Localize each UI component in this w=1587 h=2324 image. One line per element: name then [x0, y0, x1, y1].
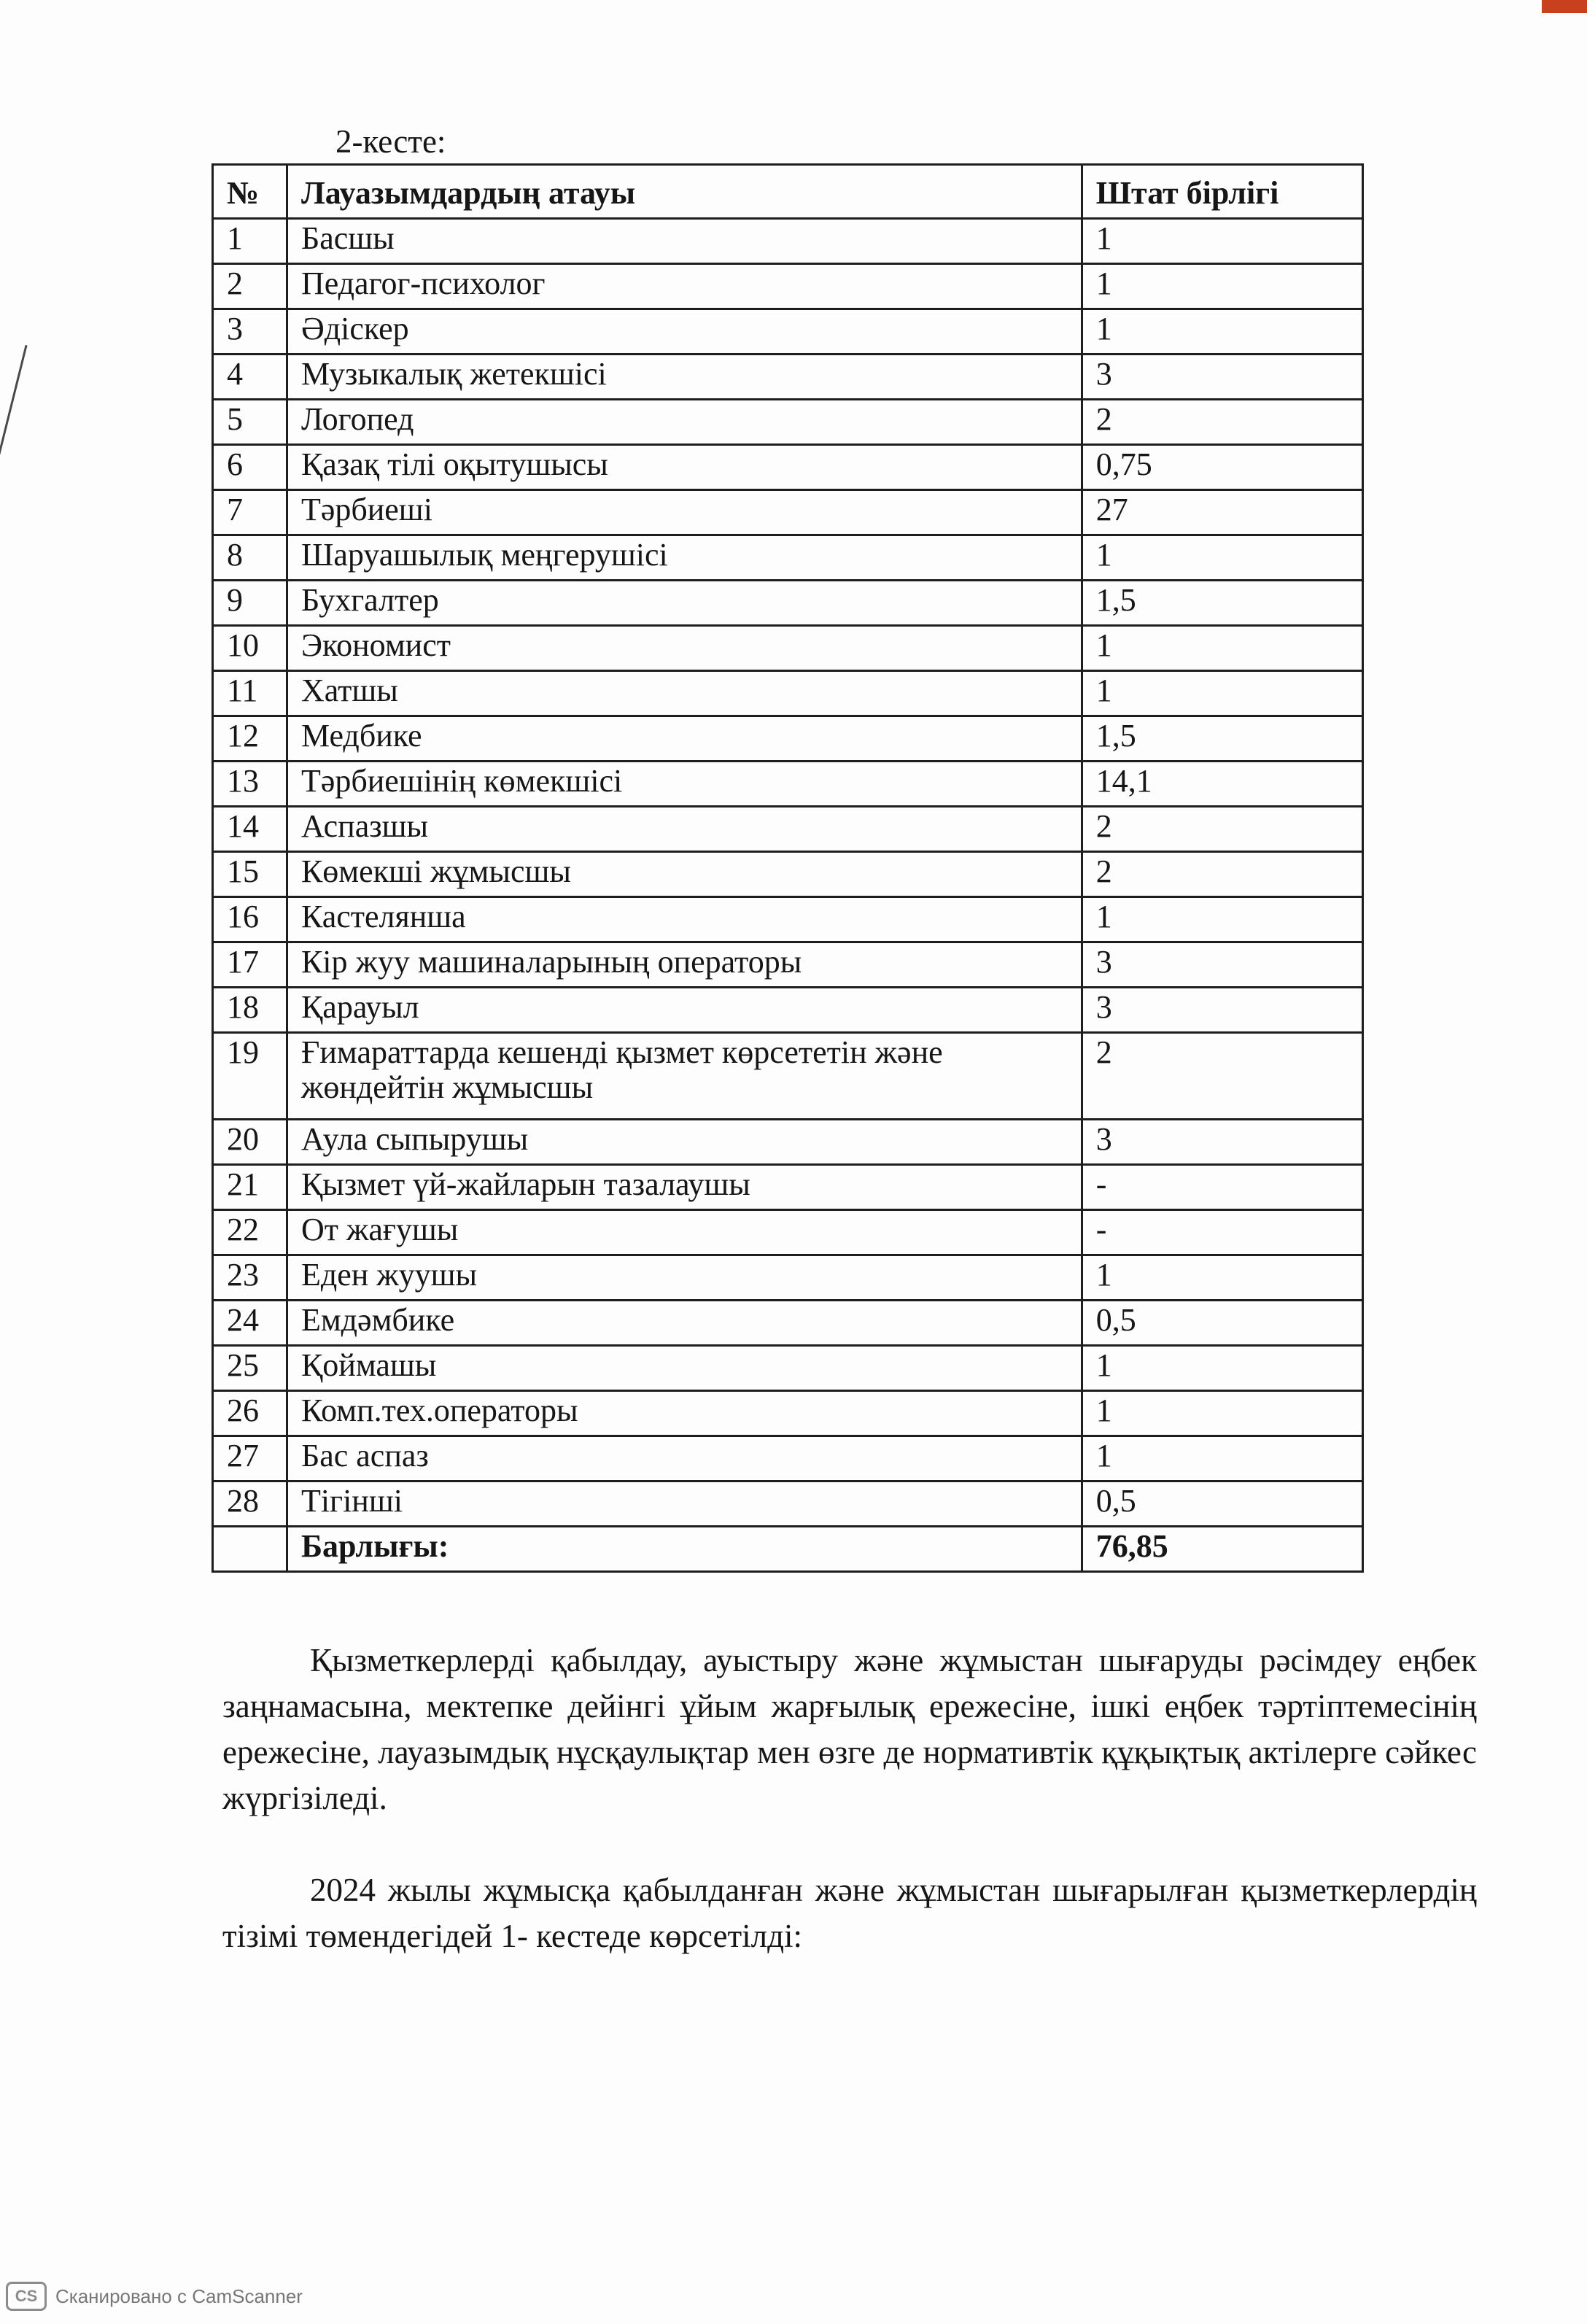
- row-position: Көмекші жұмысшы: [287, 852, 1082, 897]
- table-row: [213, 1346, 1363, 1391]
- row-position: Медбике: [287, 716, 1082, 762]
- header-staff-units: Штат бірлігі: [1082, 165, 1362, 219]
- table-row: [213, 1481, 1363, 1527]
- row-number: 17: [213, 942, 287, 988]
- total-empty-cell: [213, 1527, 287, 1572]
- table-row: [213, 988, 1363, 1033]
- table-row: [213, 1301, 1363, 1346]
- row-units: 1: [1082, 264, 1362, 309]
- row-position: Кір жуу машиналарының операторы: [287, 942, 1082, 988]
- row-number: 1: [213, 219, 287, 264]
- table-row: [213, 1391, 1363, 1436]
- row-position: Шаруашылық меңгерушісі: [287, 535, 1082, 581]
- row-units: 1,5: [1082, 716, 1362, 762]
- table-row: [213, 1436, 1363, 1481]
- row-position: Басшы: [287, 219, 1082, 264]
- row-position: Экономист: [287, 626, 1082, 671]
- row-number: 5: [213, 400, 287, 445]
- row-number: 10: [213, 626, 287, 671]
- row-position: Тігінші: [287, 1481, 1082, 1527]
- table-row: [213, 1255, 1363, 1301]
- row-number: 2: [213, 264, 287, 309]
- table-row: [213, 807, 1363, 852]
- row-units: 1: [1082, 626, 1362, 671]
- total-value: 76,85: [1082, 1527, 1362, 1572]
- row-units: 3: [1082, 988, 1362, 1033]
- row-units: 3: [1082, 942, 1362, 988]
- row-units: 1: [1082, 1436, 1362, 1481]
- row-position: Музыкалық жетекшісі: [287, 355, 1082, 400]
- row-number: 11: [213, 671, 287, 716]
- row-units: 2: [1082, 400, 1362, 445]
- row-units: 1: [1082, 1391, 1362, 1436]
- table-row: [213, 1210, 1363, 1255]
- row-number: 27: [213, 1436, 287, 1481]
- table-row: [213, 671, 1363, 716]
- row-position: Қарауыл: [287, 988, 1082, 1033]
- row-units: 1: [1082, 1346, 1362, 1391]
- table-row: [213, 264, 1363, 309]
- table-row: [213, 897, 1363, 942]
- row-number: 4: [213, 355, 287, 400]
- row-units: 0,75: [1082, 445, 1362, 490]
- paragraph-2024-staff-list: 2024 жылы жұмысқа қабылданған және жұмыстан шығарылған қызметкерлердің тізімі төмендегідей 1- кестеде көрсетілді:: [222, 1872, 1477, 1954]
- row-position: Комп.тех.операторы: [287, 1391, 1082, 1436]
- table-row: [213, 219, 1363, 264]
- row-number: 12: [213, 716, 287, 762]
- row-units: 1: [1082, 1255, 1362, 1301]
- header-position-name: Лауазымдардың атауы: [287, 165, 1082, 219]
- row-number: 25: [213, 1346, 287, 1391]
- row-number: 14: [213, 807, 287, 852]
- row-number: 6: [213, 445, 287, 490]
- row-position: Тәрбиешінің көмекшісі: [287, 762, 1082, 807]
- row-position: Аспазшы: [287, 807, 1082, 852]
- row-number: 28: [213, 1481, 287, 1527]
- row-position: Бас аспаз: [287, 1436, 1082, 1481]
- table-header-row: [213, 165, 1363, 219]
- row-units: 27: [1082, 490, 1362, 535]
- row-number: 3: [213, 309, 287, 355]
- row-position: Ғимараттарда кешенді қызмет көрсететін және жөндейтін жұмысшы: [287, 1033, 1082, 1120]
- row-position: Тәрбиеші: [287, 490, 1082, 535]
- row-position: Қоймашы: [287, 1346, 1082, 1391]
- total-label: Барлығы:: [287, 1527, 1082, 1572]
- scanner-footer: [6, 2282, 303, 2311]
- row-number: 13: [213, 762, 287, 807]
- row-number: 20: [213, 1120, 287, 1165]
- row-units: 14,1: [1082, 762, 1362, 807]
- scan-edge-line: [0, 345, 28, 501]
- row-position: Емдәмбике: [287, 1301, 1082, 1346]
- row-units: 3: [1082, 355, 1362, 400]
- header-number: №: [213, 165, 287, 219]
- table-row: [213, 445, 1363, 490]
- table-row: [213, 942, 1363, 988]
- row-position: Педагог-психолог: [287, 264, 1082, 309]
- row-units: 0,5: [1082, 1301, 1362, 1346]
- table-row: [213, 852, 1363, 897]
- table-row: [213, 400, 1363, 445]
- row-units: 1: [1082, 219, 1362, 264]
- row-number: 9: [213, 581, 287, 626]
- table-caption: 2-кесте:: [335, 123, 446, 160]
- row-number: 21: [213, 1165, 287, 1210]
- table-body: [213, 219, 1363, 1572]
- table-row: [213, 626, 1363, 671]
- corner-color-mark: [1542, 0, 1587, 13]
- row-units: 1: [1082, 309, 1362, 355]
- row-position: Әдіскер: [287, 309, 1082, 355]
- table-row: [213, 490, 1363, 535]
- row-units: 2: [1082, 1033, 1362, 1120]
- table-row: [213, 762, 1363, 807]
- row-units: -: [1082, 1210, 1362, 1255]
- row-units: 1,5: [1082, 581, 1362, 626]
- paragraph-hiring-rules: Қызметкерлерді қабылдау, ауыстыру және жұмыстан шығаруды рәсімдеу еңбек заңнамасына, мектепке дейінгі ұйым жарғылық ережесіне, ішкі еңбек тәртіптемесінің ережесіне, лауазымдық нұсқаулықтар мен өзге де нормативтік құқықтық актілерге сәйкес жүргізіледі.: [222, 1642, 1477, 1816]
- row-units: 2: [1082, 807, 1362, 852]
- row-units: 1: [1082, 671, 1362, 716]
- row-number: 7: [213, 490, 287, 535]
- row-units: 1: [1082, 897, 1362, 942]
- row-number: 8: [213, 535, 287, 581]
- row-position: Хатшы: [287, 671, 1082, 716]
- row-number: 26: [213, 1391, 287, 1436]
- row-position: Қазақ тілі оқытушысы: [287, 445, 1082, 490]
- row-number: 23: [213, 1255, 287, 1301]
- row-number: 19: [213, 1033, 287, 1120]
- table-row: [213, 716, 1363, 762]
- table-row: [213, 1165, 1363, 1210]
- row-number: 15: [213, 852, 287, 897]
- row-number: 22: [213, 1210, 287, 1255]
- row-units: -: [1082, 1165, 1362, 1210]
- row-units: 0,5: [1082, 1481, 1362, 1527]
- row-position: Логопед: [287, 400, 1082, 445]
- table-row: [213, 1120, 1363, 1165]
- table-row: [213, 581, 1363, 626]
- row-units: 3: [1082, 1120, 1362, 1165]
- row-number: 24: [213, 1301, 287, 1346]
- row-units: 1: [1082, 535, 1362, 581]
- camscanner-icon: CS: [6, 2282, 47, 2311]
- row-position: Еден жуушы: [287, 1255, 1082, 1301]
- row-position: Аула сыпырушы: [287, 1120, 1082, 1165]
- row-number: 18: [213, 988, 287, 1033]
- row-number: 16: [213, 897, 287, 942]
- table-row: [213, 309, 1363, 355]
- row-position: Бухгалтер: [287, 581, 1082, 626]
- row-units: 2: [1082, 852, 1362, 897]
- staff-table: [212, 163, 1364, 1573]
- row-position: Кастелянша: [287, 897, 1082, 942]
- total-row: [213, 1527, 1363, 1572]
- row-position: От жағушы: [287, 1210, 1082, 1255]
- table-row: [213, 1033, 1363, 1120]
- row-position: Қызмет үй-жайларын тазалаушы: [287, 1165, 1082, 1210]
- table-row: [213, 355, 1363, 400]
- table-row: [213, 535, 1363, 581]
- scanner-footer-text: Сканировано с CamScanner: [55, 2285, 303, 2307]
